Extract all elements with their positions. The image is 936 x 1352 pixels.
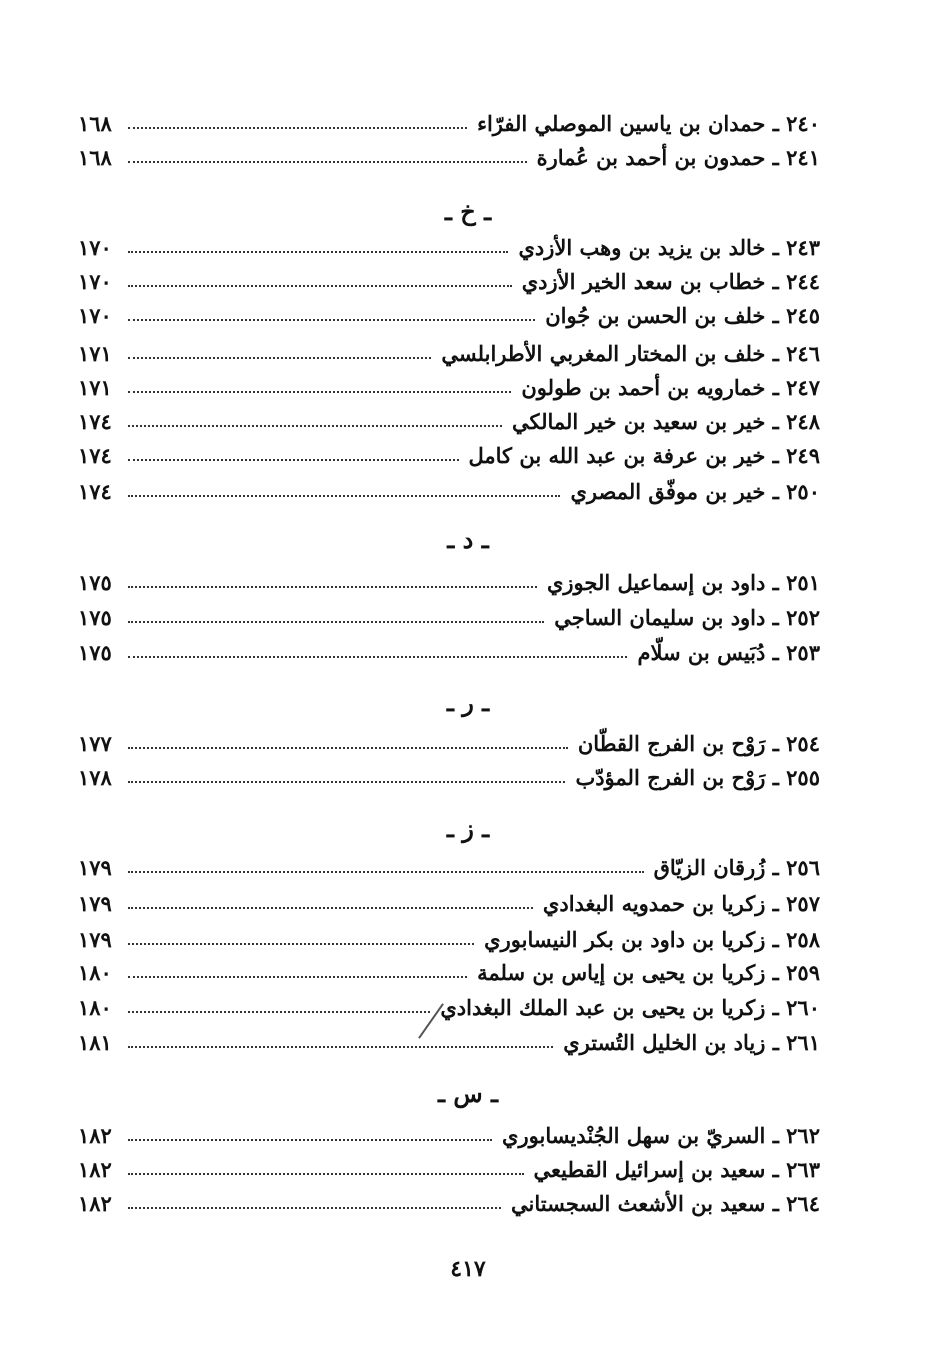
dot-leader: [128, 1139, 492, 1141]
dot-leader: [128, 391, 511, 393]
index-entry: [78, 264, 820, 298]
index-entry: [78, 600, 820, 634]
entry-page: ١٨٠: [78, 959, 112, 985]
dot-leader: [128, 656, 627, 658]
entry-title: ٢٥٦ ـ زُرقان الزيّاق: [653, 854, 820, 880]
dot-leader: [128, 1011, 430, 1013]
index-entry: [78, 990, 820, 1024]
entry-title: ٢٥٣ ـ دُبَيس بن سلّام: [637, 639, 820, 665]
section-letter: ـ س ـ: [437, 1079, 499, 1108]
entry-page: ١٧٩: [78, 890, 112, 916]
entry-title: ٢٤١ ـ حمدون بن أحمد بن عُمارة: [536, 144, 820, 170]
entry-title: ٢٤٧ ـ خمارويه بن أحمد بن طولون: [521, 374, 820, 400]
dot-leader: [128, 127, 467, 129]
entry-title: ٢٤٦ ـ خلف بن المختار المغربي الأطرابلسي: [441, 340, 820, 366]
index-entry: [78, 230, 820, 264]
entry-page: ١٧٥: [78, 569, 112, 595]
index-entry: [78, 1152, 820, 1186]
entry-page: ١٧١: [78, 374, 112, 400]
index-entry: [78, 336, 820, 370]
entry-title: ٢٥٤ ـ رَوْح بن الفرج القطّان: [577, 730, 820, 756]
entry-title: ٢٤٩ ـ خير بن عرفة بن عبد الله بن كامل: [468, 442, 820, 468]
dot-leader: [128, 1173, 524, 1175]
section-letter: ـ ر ـ: [446, 688, 490, 717]
dot-leader: [128, 161, 527, 163]
index-entry: [78, 565, 820, 599]
entry-title: ٢٥٨ ـ زكريا بن داود بن بكر النيسابوري: [484, 926, 820, 952]
entry-page: ١٧٤: [78, 408, 112, 434]
entry-page: ١٧٥: [78, 604, 112, 630]
dot-leader: [128, 943, 474, 945]
entry-page: ١٧٠: [78, 268, 112, 294]
entry-page: ١٨٢: [78, 1122, 112, 1148]
entry-page: ١٧٤: [78, 478, 112, 504]
dot-leader: [128, 907, 533, 909]
entry-title: ٢٥٧ ـ زكريا بن حمدويه البغدادي: [542, 890, 820, 916]
entry-title: ٢٤٤ ـ خطاب بن سعد الخير الأزدي: [521, 268, 820, 294]
index-entry: [78, 760, 820, 794]
index-entry: [78, 404, 820, 438]
dot-leader: [128, 285, 512, 287]
entry-title: ٢٤٠ ـ حمدان بن ياسين الموصلي الفرّاء: [477, 110, 820, 136]
entry-page: ١٧٩: [78, 854, 112, 880]
index-entry: [78, 635, 820, 669]
index-entry: [78, 438, 820, 472]
dot-leader: [128, 586, 537, 588]
index-entry: [78, 106, 820, 140]
dot-leader: [128, 747, 568, 749]
entry-title: ٢٦٢ ـ السريّ بن سهل الجُنْديسابوري: [502, 1122, 820, 1148]
dot-leader: [128, 251, 508, 253]
index-entry: [78, 140, 820, 174]
entry-page: ١٦٨: [78, 144, 112, 170]
dot-leader: [128, 976, 467, 978]
index-entry: [78, 922, 820, 956]
index-entry: [78, 886, 820, 920]
dot-leader: [128, 425, 502, 427]
entry-title: ٢٦٣ ـ سعيد بن إسرائيل القطيعي: [533, 1156, 820, 1182]
dot-leader: [128, 357, 431, 359]
entry-page: ١٧٤: [78, 442, 112, 468]
entry-title: ٢٦٠ ـ زكريا بن يحيى بن عبد الملك البغدادي: [440, 994, 820, 1020]
entry-title: ٢٤٨ ـ خير بن سعيد بن خير المالكي: [511, 408, 820, 434]
section-letter: ـ ز ـ: [446, 814, 490, 843]
page-number: ٤١٧: [450, 1256, 486, 1282]
dot-leader: [128, 621, 544, 623]
entry-page: ١٨٠: [78, 994, 112, 1020]
entry-page: ١٧٠: [78, 302, 112, 328]
index-entry: [78, 1118, 820, 1152]
entry-title: ٢٤٥ ـ خلف بن الحسن بن جُوان: [545, 302, 820, 328]
index-entry: [78, 1025, 820, 1059]
index-entry: [78, 850, 820, 884]
entry-title: ٢٦١ ـ زياد بن الخليل التُستري: [563, 1029, 820, 1055]
index-entry: [78, 474, 820, 508]
entry-page: ١٧٧: [78, 730, 112, 756]
entry-title: ٢٥٥ ـ رَوْح بن الفرج المؤدّب: [575, 764, 820, 790]
entry-page: ١٨١: [78, 1029, 112, 1055]
entry-title: ٢٤٣ ـ خالد بن يزيد بن وهب الأزدي: [518, 234, 820, 260]
entry-page: ١٦٨: [78, 110, 112, 136]
dot-leader: [128, 495, 560, 497]
entry-page: ١٨٢: [78, 1190, 112, 1216]
index-entry: [78, 1186, 820, 1220]
entry-title: ٢٦٤ ـ سعيد بن الأشعث السجستاني: [511, 1190, 820, 1216]
entry-title: ٢٥٠ ـ خير بن موفّق المصري: [570, 478, 820, 504]
index-entry: [78, 370, 820, 404]
dot-leader: [128, 459, 459, 461]
index-entry: [78, 726, 820, 760]
dot-leader: [128, 871, 644, 873]
section-letter: ـ د ـ: [447, 525, 489, 554]
entry-page: ١٧٥: [78, 639, 112, 665]
dot-leader: [128, 781, 565, 783]
entry-title: ٢٥١ ـ داود بن إسماعيل الجوزي: [546, 569, 820, 595]
entry-page: ١٧٠: [78, 234, 112, 260]
entry-page: ١٧٨: [78, 764, 112, 790]
section-letter: ـ خ ـ: [444, 197, 492, 226]
entry-title: ٢٥٢ ـ داود بن سليمان الساجي: [554, 604, 820, 630]
entry-page: ١٧٩: [78, 926, 112, 952]
index-entry: [78, 298, 820, 332]
entry-page: ١٨٢: [78, 1156, 112, 1182]
dot-leader: [128, 319, 535, 321]
entry-title: ٢٥٩ ـ زكريا بن يحيى بن إياس بن سلمة: [477, 959, 820, 985]
entry-page: ١٧١: [78, 340, 112, 366]
dot-leader: [128, 1207, 501, 1209]
dot-leader: [128, 1046, 553, 1048]
index-entry: [78, 955, 820, 989]
